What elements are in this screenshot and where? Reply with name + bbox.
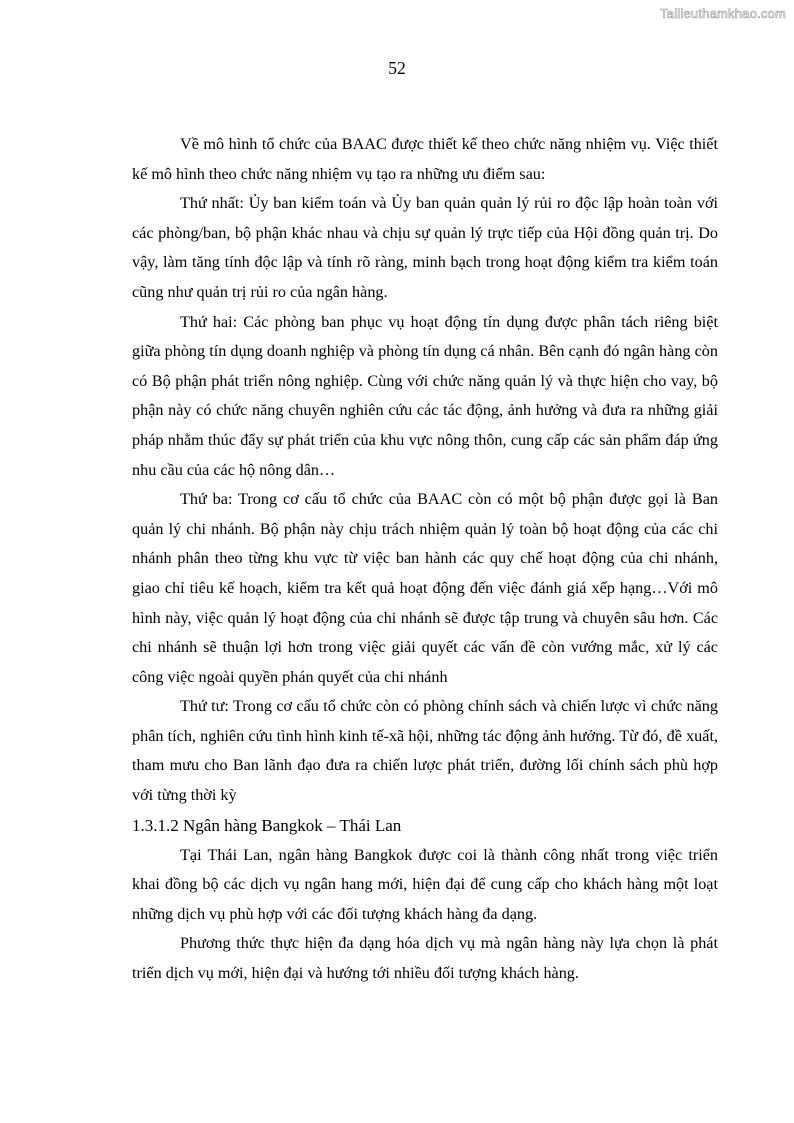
paragraph-third-point: Thứ ba: Trong cơ cấu tổ chức của BAAC còn có một bộ phận được gọi là Ban quản lý chi nhánh. Bộ phận này chịu trách nhiệm quản lý toàn bộ hoạt động của các chi nhánh phân theo từng khu vực từ việc ban hành các quy chế hoạt động của chi nhánh, giao chỉ tiêu kế hoạch, kiểm tra kết quả hoạt động đến việc đánh giá xếp hạng…Với mô hình này, việc quản lý hoạt động của chi nhánh sẽ được tập trung và chuyên sâu hơn. Các chi nhánh sẽ thuận lợi hơn trong việc giải quyết các vấn đề còn vướng mắc, xử lý các công việc ngoài quyền phán quyết của chi nhánh: [132, 490, 718, 686]
page-number: 52: [388, 58, 406, 78]
paragraph-intro: Về mô hình tổ chức của BAAC được thiết kế theo chức năng nhiệm vụ. Việc thiết kế mô hình theo chức năng nhiệm vụ tạo ra những ưu điểm sau:: [132, 135, 718, 183]
paragraph-first-point: Thứ nhất: Ủy ban kiểm toán và Ủy ban quản quản lý rủi ro độc lập hoàn toàn với các phòng/ban, bộ phận khác nhau và chịu sự quản lý trực tiếp của Hội đồng quản trị. Do vậy, làm tăng tính độc lập và tính rõ ràng, minh bạch trong hoạt động kiểm tra kiểm toán cũng như quản trị rủi ro của ngân hàng.: [132, 194, 718, 301]
paragraph-second-point: Thứ hai: Các phòng ban phục vụ hoạt động tín dụng được phân tách riêng biệt giữa phòng tín dụng doanh nghiệp và phòng tín dụng cá nhân. Bên cạnh đó ngân hàng còn có Bộ phận phát triển nông nghiệp. Cùng với chức năng quản lý và thực hiện cho vay, bộ phận này có chức năng chuyên nghiên cứu các tác động, ảnh hưởng và đưa ra những giải pháp nhằm thúc đẩy sự phát triển của khu vực nông thôn, cung cấp các sản phẩm đáp ứng nhu cầu của các hộ nông dân…: [132, 312, 718, 479]
paragraph-bangkok-intro: Tại Thái Lan, ngân hàng Bangkok được coi là thành công nhất trong việc triển khai đồng bộ các dịch vụ ngân hang mới, hiện đại để cung cấp cho khách hàng một loạt những dịch vụ phù hợp với các đối tượng khách hàng đa dạng.: [132, 845, 718, 923]
paragraph-fourth-point: Thứ tư: Trong cơ cấu tổ chức còn có phòng chính sách và chiến lược vì chức năng phân tích, nghiên cứu tình hình kinh tế-xã hội, những tác động ảnh hưởng. Từ đó, đề xuất, tham mưu cho Ban lãnh đạo đưa ra chiến lược phát triển, đường lối chính sách phù hợp với từng thời kỳ: [132, 697, 718, 805]
section-heading: 1.3.1.2 Ngân hàng Bangkok – Thái Lan: [132, 815, 402, 835]
watermark: Tailieuthamkhao.com: [660, 6, 786, 21]
paragraph-bangkok-method: Phương thức thực hiện đa dạng hóa dịch vụ mà ngân hàng này lựa chọn là phát triển dịch vụ mới, hiện đại và hướng tới nhiều đối tượng khách hàng.: [132, 934, 718, 983]
document-body: [132, 130, 718, 989]
